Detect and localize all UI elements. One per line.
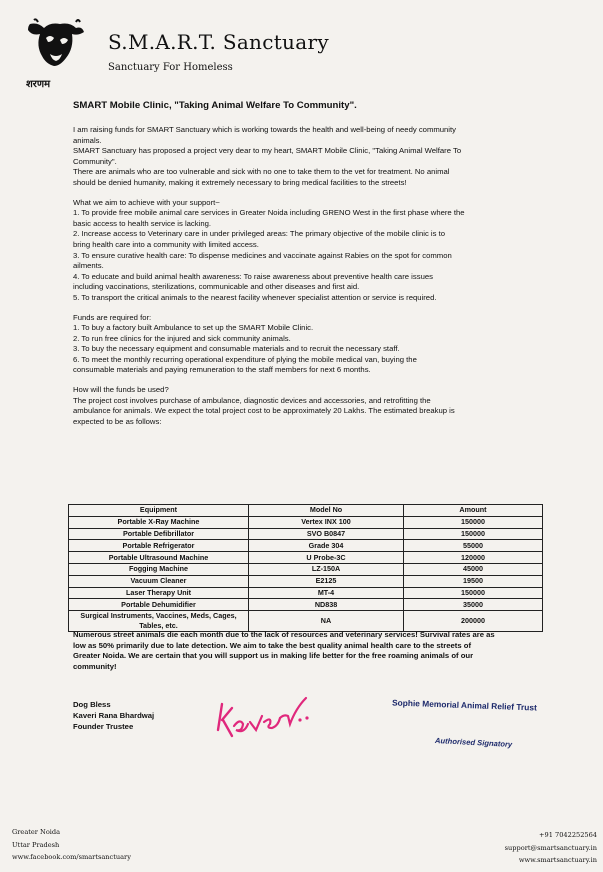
equipment-cell: Portable Defibrillator <box>69 528 249 540</box>
equipment-cell: Portable X-Ray Machine <box>69 516 249 528</box>
amount-cell: 45000 <box>404 563 543 575</box>
org-name: S.M.A.R.T. Sanctuary <box>108 30 329 54</box>
amount-cell: 150000 <box>404 516 543 528</box>
equipment-cell: Surgical Instruments, Vaccines, Meds, Cages, Tables, etc. <box>69 611 249 632</box>
text-line: community! <box>73 661 117 671</box>
amount-cell: 35000 <box>404 599 543 611</box>
funds-heading: Funds are required for: <box>73 312 152 322</box>
equipment-cell: Portable Dehumidifier <box>69 599 249 611</box>
text-line: expected to be as follows: <box>73 416 162 426</box>
signer-role: Founder Trustee <box>73 721 134 731</box>
text-line: 6. To meet the monthly recurring operational expenditure of plying the mobile medical van, buying the <box>73 354 417 364</box>
aims-list <box>73 198 541 304</box>
cost-breakup-table <box>68 504 543 632</box>
text-line: Greater Noida. We are certain that you will support us in making life better for the free roaming animals of our <box>73 651 474 661</box>
text-line: 3. To buy the necessary equipment and consumable materials and to recruit the necessary staff. <box>73 344 400 354</box>
equipment-cell: Vacuum Cleaner <box>69 575 249 587</box>
text-line: 2. Increase access to Veterinary care in under privileged areas: The primary objective of the mobile clinic is to <box>73 229 446 239</box>
text-line: Community". <box>73 156 117 166</box>
equipment-cell: Portable Refrigerator <box>69 540 249 552</box>
website-link[interactable]: www.smartsanctuary.in <box>518 856 597 865</box>
usage-heading: How will the funds be used? <box>73 385 169 395</box>
text-line: bring health care into a community with limited access. <box>73 239 259 249</box>
model-cell: NA <box>249 611 404 632</box>
text-line: low as 50% primarily due to late detection. We aim to take the best quality animal health care to the streets of <box>73 640 472 650</box>
signoff-greeting: Dog Bless <box>73 700 111 709</box>
text-line: basic access to health service is lacking. <box>73 218 212 228</box>
signer-name: Kaveri Rana Bhardwaj <box>73 710 155 720</box>
amount-cell: 120000 <box>404 552 543 564</box>
intro-paragraph <box>73 125 541 189</box>
cow-logo <box>24 18 88 92</box>
table-row <box>69 575 543 587</box>
model-cell: MT-4 <box>249 587 404 599</box>
closing-paragraph <box>73 630 551 672</box>
footer-line: Greater Noida <box>12 828 61 836</box>
column-header: Amount <box>404 505 543 517</box>
usage-paragraph <box>73 385 541 427</box>
handwritten-signature <box>210 690 320 750</box>
equipment-cell: Laser Therapy Unit <box>69 587 249 599</box>
phone-number: +91 7042252564 <box>539 831 597 839</box>
text-line: ailments. <box>73 261 104 271</box>
model-cell: Grade 304 <box>249 540 404 552</box>
table-header-row <box>69 505 543 517</box>
model-cell: ND838 <box>249 599 404 611</box>
model-cell: SVO B0847 <box>249 528 404 540</box>
authorised-signatory-label: Authorised Signatory <box>434 735 513 750</box>
text-line: The project cost involves purchase of ambulance, diagnostic devices and accessories, and retrofitting the <box>73 395 431 405</box>
facebook-link[interactable]: www.facebook.com/smartsanctuary <box>12 853 131 862</box>
amount-cell: 19500 <box>404 575 543 587</box>
model-cell: U Probe-3C <box>249 552 404 564</box>
table-row <box>69 611 543 632</box>
cow-head-icon <box>24 18 88 78</box>
text-line: ambulance for animals. We expect the total project cost to be approximately 20 Lakhs. The estimated breakup is <box>73 406 455 416</box>
letter-body <box>73 125 541 427</box>
amount-cell: 150000 <box>404 528 543 540</box>
text-line: There are animals who are too vulnerable and sick with no one to take them to the vet for treatment. No animal <box>73 167 450 177</box>
table-row <box>69 540 543 552</box>
footer-contact <box>505 829 597 867</box>
text-line: animals. <box>73 135 102 145</box>
footer-line: Uttar Pradesh <box>12 840 60 849</box>
text-line: should be denied humanity, making it extremely necessary to bring medical facilities to the streets! <box>73 177 407 187</box>
trust-stamp-name: Sophie Memorial Animal Relief Trust <box>391 697 538 713</box>
text-line: 4. To educate and build animal health awareness: To raise awareness about preventive health care issues <box>73 271 433 281</box>
signoff-block <box>73 700 154 732</box>
text-line: Numerous street animals die each month due to the lack of resources and veterinary services! Survival rates are as <box>73 630 495 639</box>
document-title: SMART Mobile Clinic, "Taking Animal Welfare To Community". <box>73 100 357 111</box>
equipment-cell: Fogging Machine <box>69 563 249 575</box>
text-line: SMART Sanctuary has proposed a project very dear to my heart, SMART Mobile Clinic, "Taking Animal Welfare To <box>73 146 462 156</box>
aims-heading: What we aim to achieve with your support~ <box>73 197 220 207</box>
model-cell: Vertex INX 100 <box>249 516 404 528</box>
org-tagline: Sanctuary For Homeless <box>108 62 233 73</box>
text-line: I am raising funds for SMART Sanctuary which is working towards the health and well-being of needy community <box>73 125 456 134</box>
amount-cell: 200000 <box>404 611 543 632</box>
text-line: 5. To transport the critical animals to the nearest facility whenever specialist attention or service is required. <box>73 292 437 302</box>
table-row <box>69 563 543 575</box>
email-link[interactable]: support@smartsanctuary.in <box>504 843 597 852</box>
table-row <box>69 516 543 528</box>
text-line: consumable materials and paying remuneration to the staff members for next 6 months. <box>73 365 371 375</box>
table-row <box>69 587 543 599</box>
logo-caption: शरणम <box>26 79 51 90</box>
table-row <box>69 552 543 564</box>
footer-address <box>12 826 131 864</box>
amount-cell: 150000 <box>404 587 543 599</box>
table-row <box>69 599 543 611</box>
table-row <box>69 528 543 540</box>
funds-list <box>73 313 541 377</box>
text-line: 1. To provide free mobile animal care services in Greater Noida including GRENO West in the first phase where the <box>73 208 465 218</box>
column-header: Model No <box>249 505 404 517</box>
model-cell: E2125 <box>249 575 404 587</box>
column-header: Equipment <box>69 505 249 517</box>
text-line: including vaccinations, sterilizations, communicable and other diseases and first aid. <box>73 282 360 292</box>
text-line: 3. To ensure curative health care: To dispense medicines and vaccinate against Rabies on the spot for common <box>73 250 452 260</box>
equipment-cell: Portable Ultrasound Machine <box>69 552 249 564</box>
amount-cell: 55000 <box>404 540 543 552</box>
text-line: 2. To run free clinics for the injured and sick community animals. <box>73 333 291 343</box>
text-line: 1. To buy a factory built Ambulance to set up the SMART Mobile Clinic. <box>73 323 314 333</box>
model-cell: LZ-150A <box>249 563 404 575</box>
